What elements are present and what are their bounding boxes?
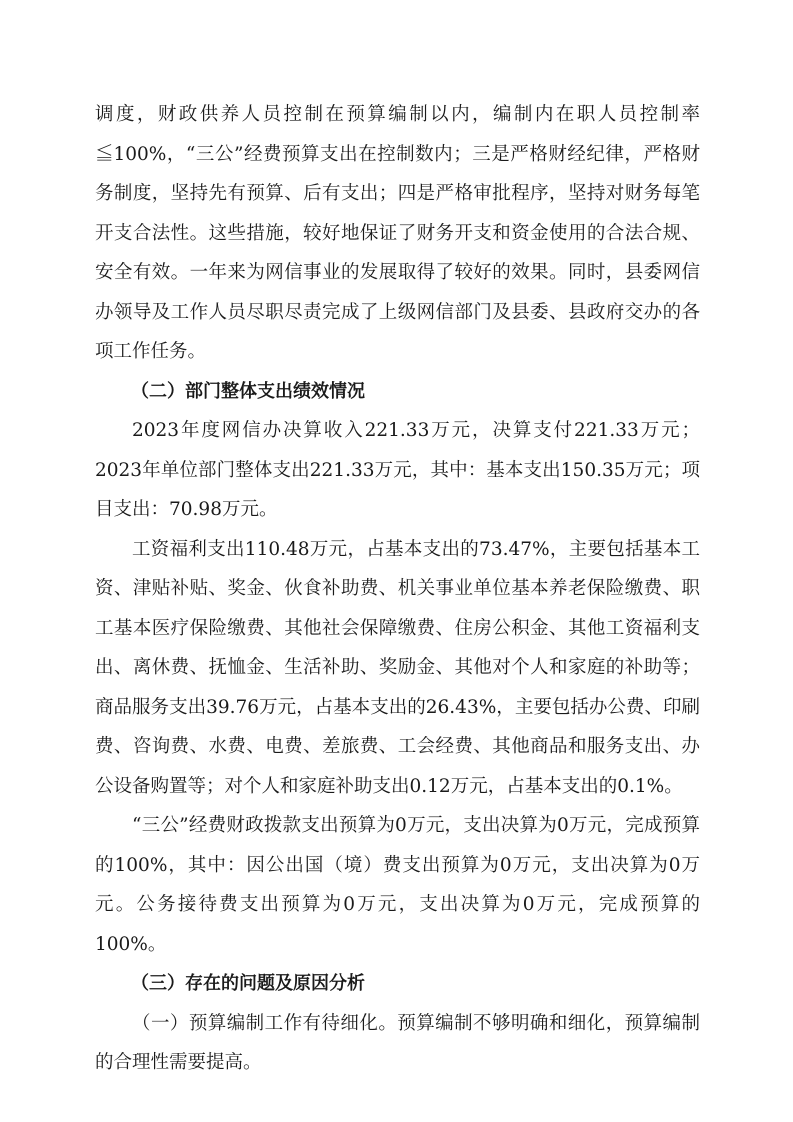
section-heading-overall-expenditure: （二）部门整体支出绩效情况 (131, 380, 365, 402)
paragraph-basic-expenditure-breakdown: 工资福利支出110.48万元，占基本支出的73.47%，主要包括基本工资、津贴补贴、奖金、伙食补助费、机关事业单位基本养老保险缴费、职工基本医疗保险缴费、其他社会保障缴费、住房公积金、其他工资福利支出、离休费、抚恤金、生活补助、奖励金、其他对个人和家庭的补助等；商品服务支出39.76万元，占基本支出的26.43%，主要包括办公费、印刷费、咨询费、水费、电费、差旅费、工会经费、其他商品和服务支出、办公设备购置等；对个人和家庭补助支出0.12万元，占基本支出的0.1%。 (95, 538, 700, 797)
paragraph-final-accounts: 2023年度网信办决算收入221.33万元，决算支付221.33万元；2023年单位部门整体支出221.33万元，其中：基本支出150.35万元；项目支出：70.98万元。 (95, 420, 700, 520)
paragraph-budget-control: 调度，财政供养人员控制在预算编制以内，编制内在职人员控制率≦100%，“三公”经费预算支出在控制数内；三是严格财经纪律，严格财务制度，坚持先有预算、后有支出；四是严格审批程序，坚持对财务每笔开支合法性。这些措施，较好地保证了财务开支和资金使用的合法合规、安全有效。一年来为网信事业的发展取得了较好的效果。同时，县委网信办领导及工作人员尽职尽责完成了上级网信部门及县委、县政府交办的各项工作任务。 (95, 104, 700, 362)
paragraph-budget-refinement: （一）预算编制工作有待细化。预算编制不够明确和细化，预算编制的合理性需要提高。 (95, 1012, 700, 1073)
document-body (95, 95, 700, 1083)
paragraph-three-public-expenses: “三公”经费财政拨款支出预算为0万元，支出决算为0万元，完成预算的100%，其中：因公出国（境）费支出预算为0万元，支出决算为0万元。公务接待费支出预算为0万元，支出决算为0万元，完成预算的100%。 (95, 815, 700, 955)
section-heading-problems: （三）存在的问题及原因分析 (131, 973, 365, 994)
